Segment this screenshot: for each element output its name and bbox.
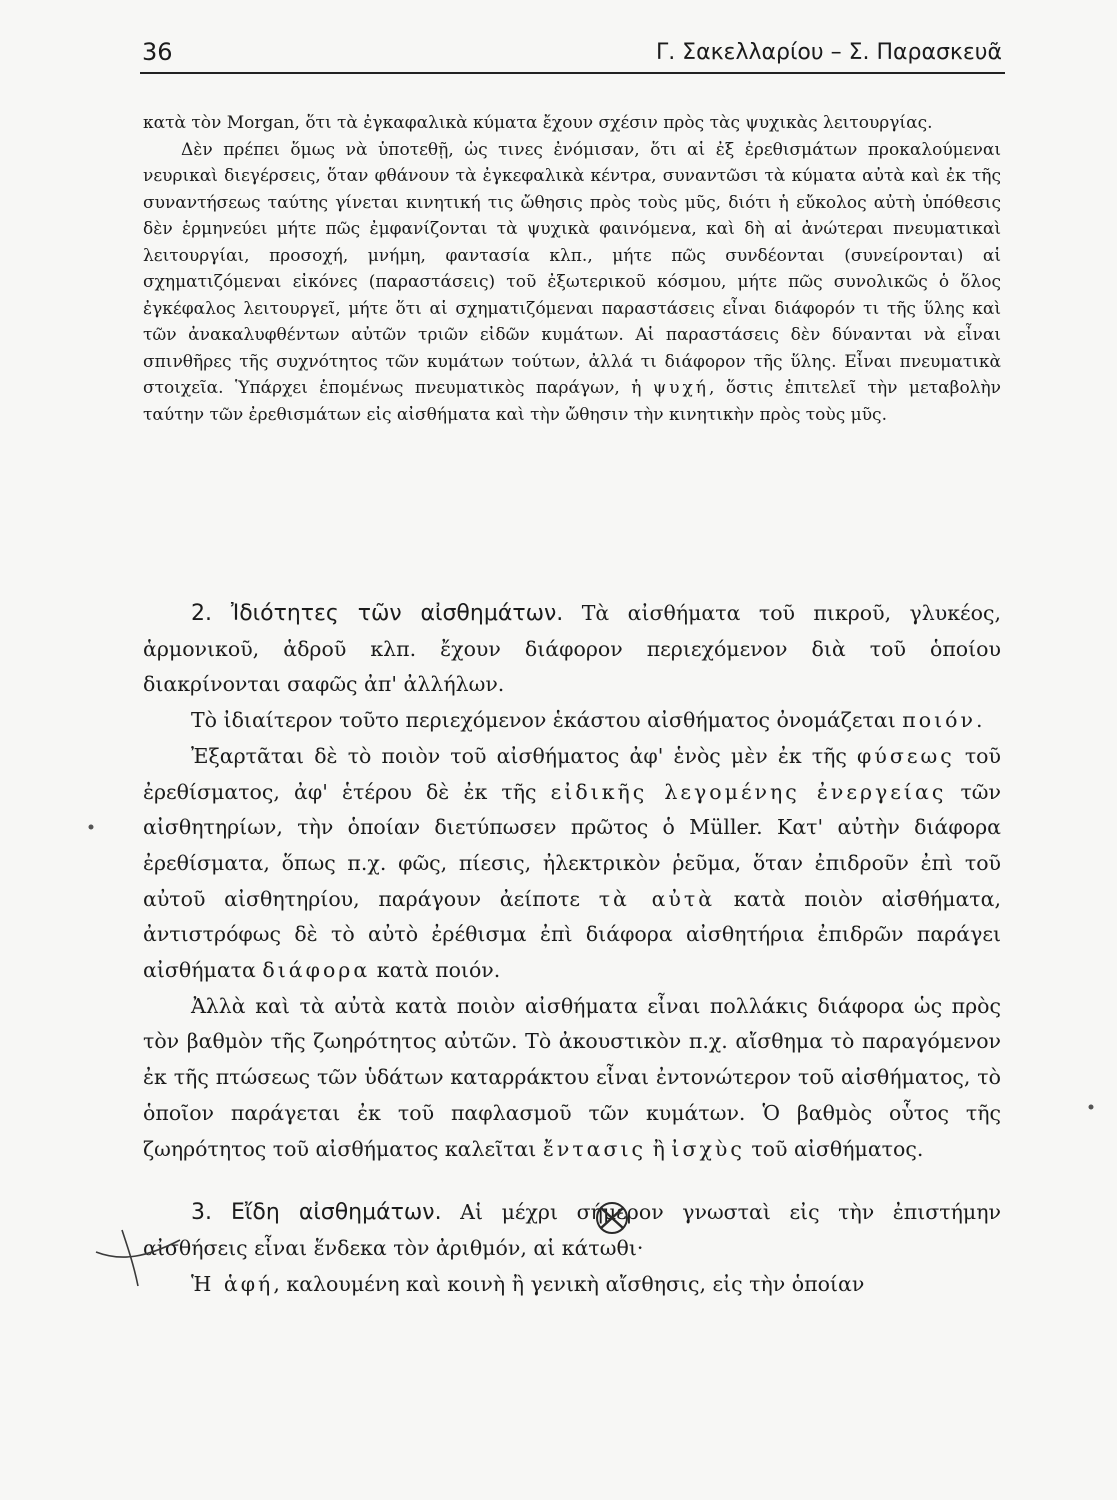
spaced-term-psyche: ψυχή <box>652 378 709 398</box>
spaced-term-different: διάφορα <box>262 958 371 983</box>
paragraph-intensity <box>143 989 1001 1168</box>
small-print-block <box>143 110 1001 428</box>
section-2-intro <box>143 596 1001 703</box>
page-number: 36 <box>142 38 173 66</box>
paragraph-text: τοῦ αἰσθήματος. <box>751 1136 924 1161</box>
paragraph-text: ἢ <box>652 1136 665 1161</box>
section-2-heading: 2. Ἰδιότητες τῶν αἰσθημάτων. <box>191 601 564 626</box>
header-rule <box>140 72 1005 74</box>
main-text-block <box>143 596 1001 1302</box>
running-title: Γ. Σακελλαρίου – Σ. Παρασκευᾶ <box>655 40 1002 65</box>
paragraph-text-end: , ὅστις ἐπιτελεῖ τὴν μεταβολὴν ταύτην τῶν ἐρεθισμάτων εἰς αἰσθήματα καὶ τὴν ὤθησιν τὴν κινητικὴν πρὸς τοὺς μῦς. <box>143 378 1001 425</box>
section-3-heading: 3. Εἴδη αἰσθημάτων. <box>191 1200 442 1226</box>
paragraph-text-end: , καλουμένη καὶ κοινὴ ἢ γενικὴ αἴσθησις, εἰς τὴν ὁποίαν <box>273 1271 865 1296</box>
paragraph-text: κατὰ ποιὸν αἰσθήματα, ἀντιστρόφως δὲ τὸ αὐτὸ ἐρέθισμα ἐπὶ διάφορα αἰσθητήρια ἐπιδρῶν παράγει αἰσθήματα <box>143 886 1001 983</box>
paragraph-text: τοῦ ἐρεθίσματος, ἀφ' ἑτέρου δὲ ἐκ τῆς <box>143 743 1001 804</box>
spaced-term-ischys: ἰσχὺς <box>671 1136 745 1161</box>
paragraph-poion <box>143 703 1001 739</box>
margin-pencil-mark <box>92 1222 182 1292</box>
paragraph-hypothesis <box>143 137 1001 429</box>
margin-dot-mark <box>1086 1102 1096 1112</box>
spaced-term-same: τὰ αὐτὰ <box>598 886 716 911</box>
spaced-term-physeos: φύσεως <box>857 743 955 768</box>
spaced-term-specific-energy: εἰδικῆς λεγομένης ἐνεργείας <box>550 779 947 804</box>
paragraph-morgan: κατὰ τὸν Morgan, ὅτι τὰ ἐγκαφαλικὰ κύματα ἔχουν σχέσιν πρὸς τὰς ψυχικὰς λειτουργίας. <box>143 113 933 133</box>
spaced-term-afi: Ἡ ἁφή <box>191 1271 274 1296</box>
margin-dot-mark <box>86 822 96 832</box>
section-2-text: Τὰ αἰσθήματα τοῦ πικροῦ, γλυκέος, ἁρμονικοῦ, ἁδροῦ κλπ. ἔχουν διάφορον περιεχόμενον διὰ τοῦ ὁποίου διακρίνονται σαφῶς ἀπ' ἀλλήλων. <box>143 601 1001 697</box>
section-3-intro <box>143 1195 1001 1266</box>
section-3-text: Αἱ μέχρι σήμερον γνωσταὶ εἰς τὴν ἐπιστήμην αἰσθήσεις εἶναι ἕνδεκα τὸν ἀριθμόν, αἱ κάτωθι· <box>143 1200 1001 1260</box>
circled-x-pencil-mark <box>590 1196 634 1240</box>
paragraph-text: Ἐξαρτᾶται δὲ τὸ ποιὸν τοῦ αἰσθήματος ἀφ' ἑνὸς μὲν ἐκ τῆς <box>191 743 847 768</box>
paragraph-muller <box>143 739 1001 989</box>
paragraph-text: Δὲν πρέπει ὅμως νὰ ὑποτεθῇ, ὡς τινες ἐνόμισαν, ὅτι αἱ ἐξ ἐρεθισμάτων προκαλούμεναι νευρικαὶ διεγέρσεις, ὅταν φθάνουν τὰ ἐγκεφαλικὰ κέντρα, συναντῶσι τὰ κύματα αὐτὰ καὶ ἐκ τῆς συναντήσεως ταύτης γίνεται κινητική τις ὤθησις πρὸς τοὺς μῦς, διότι ἡ εὔκολος αὐτὴ ὑπόθεσις δὲν ἑρμηνεύει μήτε πῶς ἐμφανίζονται τὰ ψυχικὰ φαινόμενα, καὶ δὴ αἱ ἀνώτεραι πνευματικαὶ λειτουργίαι, προσοχή, μνήμη, φαντασία κλπ., μήτε πῶς συνδέονται (συνείρονται) αἱ σχηματιζόμεναι εἰκόνες (παραστάσεις) τοῦ ἐξωτερικοῦ κόσμου, μήτε πῶς συνολικῶς ὁ ὅλος ἐγκέφαλος λειτουργεῖ, μήτε ὅτι αἱ σχηματιζόμεναι παραστάσεις εἶναι διάφορόν τι τῆς ὕλης καὶ τῶν ἀνακαλυφθέντων αὐτῶν τριῶν εἰδῶν κυμάτων. Αἱ παραστάσεις δὲν δύνανται νὰ εἶναι σπινθῆρες τῆς συχνότητος τῶν κυμάτων τούτων, ἀλλά τι διάφορον τῆς ὕλης. Εἶναι πνευματικὰ στοιχεῖα. Ὑπάρχει ἑπομένως πνευματικὸς παράγων, ἡ <box>143 139 1001 398</box>
spaced-term-poion: ποιόν <box>902 708 976 733</box>
paragraph-text: κατὰ ποιόν. <box>376 958 501 983</box>
paragraph-text: Ἀλλὰ καὶ τὰ αὐτὰ κατὰ ποιὸν αἰσθήματα εἶναι πολλάκις διάφορα ὡς πρὸς τὸν βαθμὸν τῆς ζωηρότητος αὐτῶν. Τὸ ἀκουστικὸν π.χ. αἴσθημα τὸ παραγόμενον ἐκ τῆς πτώσεως τῶν ὑδάτων καταρράκτου εἶναι ἐντονώτερον τοῦ αἰσθήματος, τὸ ὁποῖον παράγεται ἐκ τοῦ παφλασμοῦ τῶν κυμάτων. Ὁ βαθμὸς οὗτος τῆς ζωηρότητος τοῦ αἰσθήματος καλεῖται <box>143 993 1001 1161</box>
spaced-term-entasis: ἔντασις <box>542 1136 647 1161</box>
paragraph-touch <box>143 1267 1001 1303</box>
paragraph-text-end: . <box>975 708 983 733</box>
paragraph-text: τῶν αἰσθητηρίων, τὴν ὁποίαν διετύπωσεν πρῶτος ὁ Müller. Κατ' αὐτὴν διάφορα ἐρεθίσματα, ὅπως π.χ. φῶς, πίεσις, ἠλεκτρικὸν ῥεῦμα, ὅταν ἐπιδροῦν ἐπὶ τοῦ αὐτοῦ αἰσθητηρίου, παράγουν ἀείποτε <box>143 779 1001 911</box>
paragraph-text: Τὸ ἰδιαίτερον τοῦτο περιεχόμενον ἑκάστου αἰσθήματος ὀνομάζεται <box>191 708 896 733</box>
